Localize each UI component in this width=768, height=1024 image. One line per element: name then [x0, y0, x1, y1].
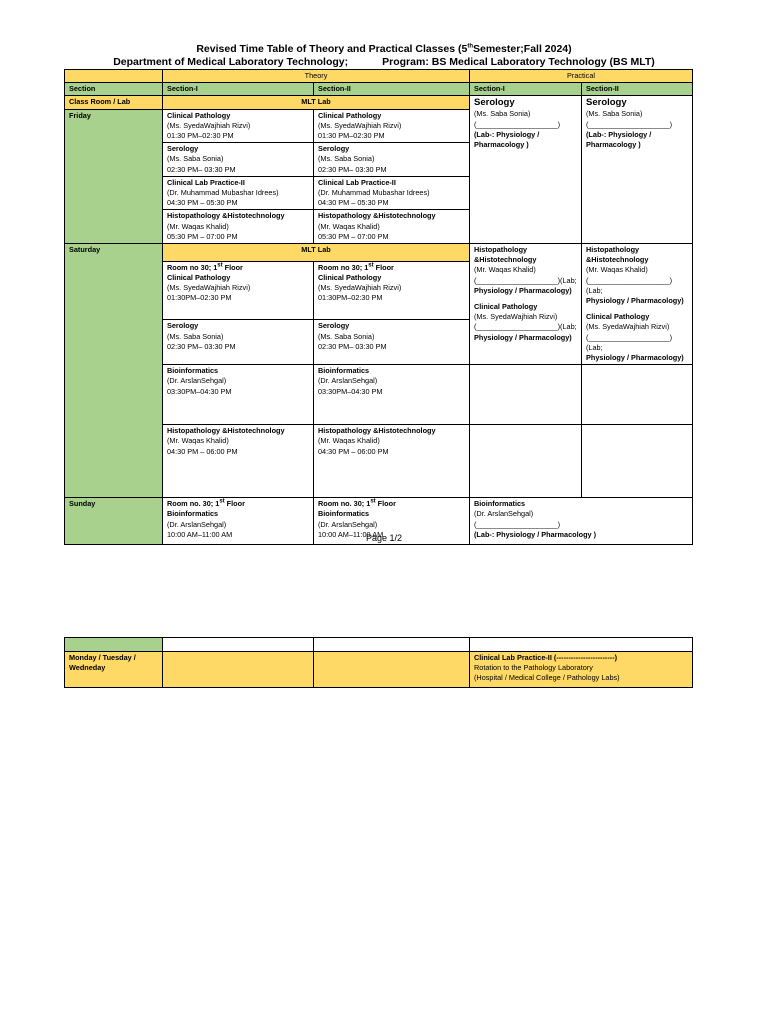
practical-section-1: Section-I: [470, 83, 582, 96]
friday-s2-class-2: Serology (Ms. Saba Sonia) 02:30 PM– 03:30 PM: [314, 143, 470, 177]
day-saturday: Saturday: [65, 244, 163, 498]
sunday-s2-class: Room no. 30; 1st Floor Bioinformatics (Dr. ArslanSehgal) 10:00 AM–11:00 AM: [314, 498, 470, 545]
friday-s2-class-4: Histopathology &Histotechnology (Mr. Waqas Khalid) 05:30 PM – 07:00 PM: [314, 210, 470, 244]
saturday-s1-class-1: Room no 30; 1st Floor Clinical Pathology (Ms. SyedaWajhiah Rizvi) 01:30PM–02:30 PM: [163, 261, 314, 320]
department-name: Department of Medical Laboratory Technology;: [113, 56, 349, 68]
saturday-s2-class-2: Serology (Ms. Saba Sonia) 02:30 PM– 03:30 PM: [314, 320, 470, 365]
friday-s1-class-2: Serology (Ms. Saba Sonia) 02:30 PM– 03:30 PM: [163, 143, 314, 177]
saturday-practical-section-1: Histopathology &Histotechnology (Mr. Waqas Khalid) (____________________)(Lab; Physiology / Pharmacology) Clinical Pathology (Ms. SyedaWajhiah Rizvi) (____________________)(Lab; Physiology / Pharmacology): [470, 244, 582, 365]
day-sunday: Sunday: [65, 498, 163, 545]
timetable: [64, 69, 693, 545]
saturday-s1-class-2: Serology (Ms. Saba Sonia) 02:30 PM– 03:30 PM: [163, 320, 314, 365]
theory-section-2: Section-II: [314, 83, 470, 96]
saturday-s2-class-4: Histopathology &Histotechnology (Mr. Waqas Khalid) 04:30 PM – 06:00 PM: [314, 425, 470, 498]
sunday-practical: Bioinformatics (Dr. ArslanSehgal) (____________________) (Lab-: Physiology / Pharmacology ): [470, 498, 693, 545]
section-label: Section: [65, 83, 163, 96]
saturday-practical-section-2: Histopathology &Histotechnology (Mr. Waqas Khalid) (____________________)(Lab; Physiology / Pharmacology) Clinical Pathology (Ms. SyedaWajhiah Rizvi) (____________________)(Lab; Physiology / Pharmacology): [582, 244, 693, 365]
friday-s1-class-4: Histopathology &Histotechnology (Mr. Waqas Khalid) 05:30 PM – 07:00 PM: [163, 210, 314, 244]
saturday-s2-class-1: Room no 30; 1st Floor Clinical Pathology (Ms. SyedaWajhiah Rizvi) 01:30PM–02:30 PM: [314, 261, 470, 320]
saturday-s1-class-3: Bioinformatics (Dr. ArslanSehgal) 03:30PM–04:30 PM: [163, 365, 314, 425]
document-title: Revised Time Table of Theory and Practical Classes (5thSemester;Fall 2024): [196, 43, 572, 55]
friday-practical-section-1: Serology (Ms. Saba Sonia) (____________________) (Lab-: Physiology / Pharmacology ): [470, 96, 582, 244]
sunday-s1-class: Room no. 30; 1st Floor Bioinformatics (Dr. ArslanSehgal) 10:00 AM–11:00 AM: [163, 498, 314, 545]
friday-s2-class-1: Clinical Pathology (Ms. SyedaWajhiah Rizvi) 01:30 PM–02:30 PM: [314, 109, 470, 143]
classroom-lab-label: Class Room / Lab: [65, 96, 163, 109]
rotation-cell: Clinical Lab Practice-II (------------------------) Rotation to the Pathology Laboratory (Hospital / Medical College / Pathology Labs): [470, 652, 693, 688]
day-mon-tue-wed: Monday / Tuesday / Wedneday: [65, 652, 163, 688]
friday-s1-class-3: Clinical Lab Practice-II (Dr. Muhammad Mubashar Idrees) 04:30 PM – 05:30 PM: [163, 176, 314, 210]
page-number: Page 1/2: [365, 533, 403, 543]
friday-s2-class-3: Clinical Lab Practice-II (Dr. Muhammad Mubashar Idrees) 04:30 PM – 05:30 PM: [314, 176, 470, 210]
saturday-s1-class-4: Histopathology &Histotechnology (Mr. Waqas Khalid) 04:30 PM – 06:00 PM: [163, 425, 314, 498]
practical-header: Practical: [470, 70, 693, 83]
practical-section-2: Section-II: [582, 83, 693, 96]
day-friday: Friday: [65, 109, 163, 243]
program-name: Program: BS Medical Laboratory Technology (BS MLT): [382, 56, 655, 68]
timetable-continued: [64, 637, 693, 688]
saturday-s2-class-3: Bioinformatics (Dr. ArslanSehgal) 03:30PM–04:30 PM: [314, 365, 470, 425]
theory-header: Theory: [163, 70, 470, 83]
theory-section-1: Section-I: [163, 83, 314, 96]
document-subtitle: [0, 56, 768, 68]
friday-practical-section-2: Serology (Ms. Saba Sonia) (____________________) (Lab-: Physiology / Pharmacology ): [582, 96, 693, 244]
friday-s1-class-1: Clinical Pathology (Ms. SyedaWajhiah Rizvi) 01:30 PM–02:30 PM: [163, 109, 314, 143]
saturday-venue: MLT Lab: [163, 244, 470, 262]
friday-venue: MLT Lab: [163, 96, 470, 109]
